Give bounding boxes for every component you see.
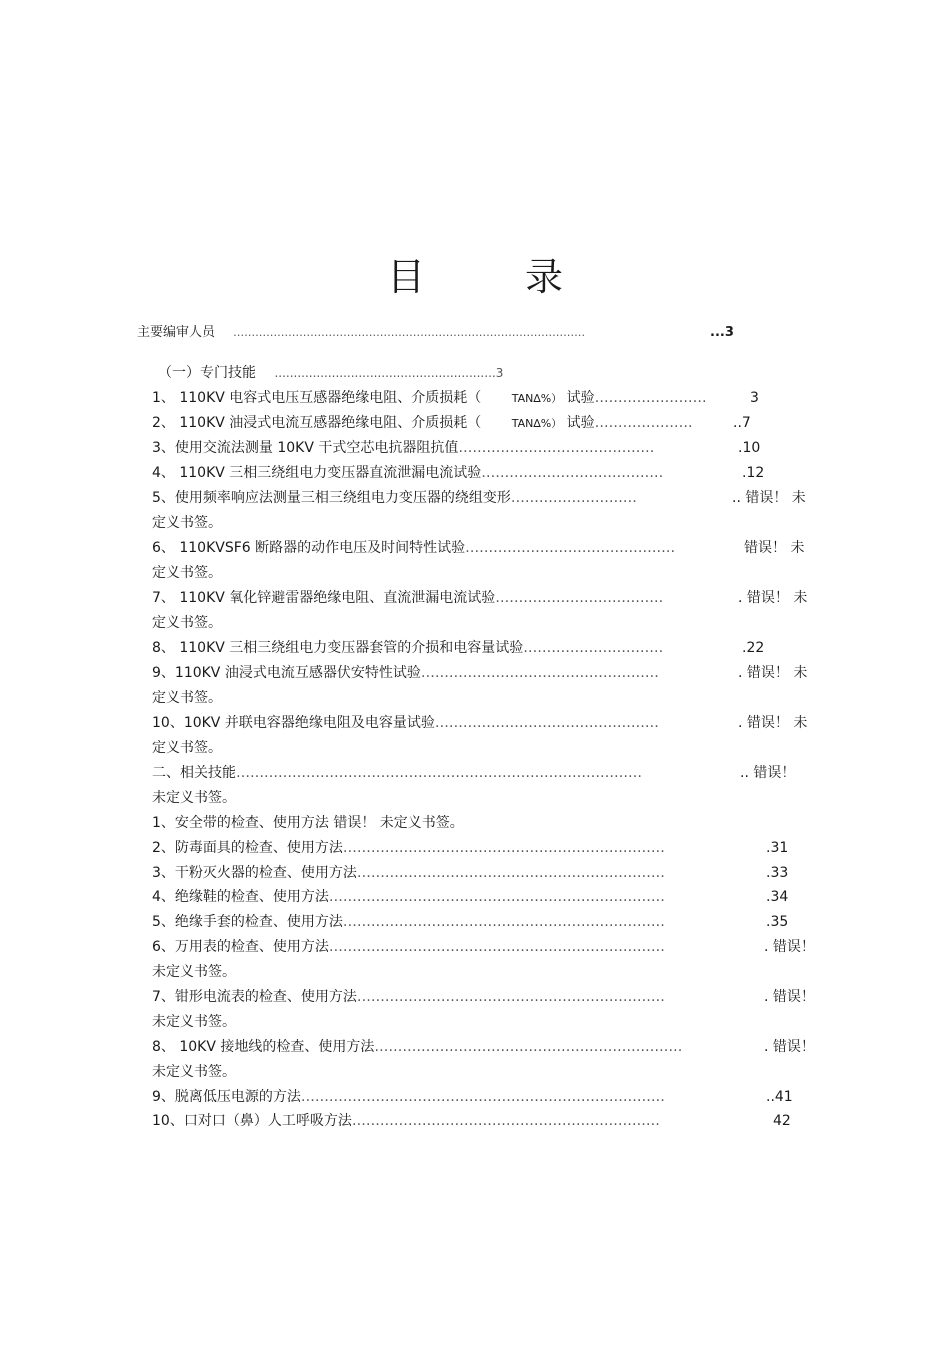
toc-entry[interactable] bbox=[152, 439, 654, 457]
toc-label: 主要编审人员 bbox=[137, 325, 216, 340]
toc-entry-continuation: 定义书签。 bbox=[152, 740, 222, 756]
toc-label: 4、绝缘鞋的检查、使用方法 bbox=[152, 889, 329, 905]
toc-entry[interactable] bbox=[152, 464, 663, 482]
toc-section-header[interactable] bbox=[158, 364, 503, 382]
toc-leader-dots: …………………………………………………………… bbox=[342, 840, 665, 856]
toc-entry[interactable] bbox=[152, 664, 659, 682]
toc-label: 4、 110KV 三相三绕组电力变压器直流泄漏电流试验 bbox=[152, 465, 482, 481]
toc-leader-dots: ……………………… bbox=[510, 490, 637, 506]
toc-leader-dots: …………………………………………………………………………………… bbox=[233, 326, 586, 339]
toc-page: . 错误！ 未 bbox=[738, 665, 808, 681]
toc-label: 1、安全带的检查、使用方法 错误！ 未定义书签。 bbox=[152, 815, 464, 831]
toc-label: 3、干粉灭火器的检查、使用方法 bbox=[152, 865, 357, 881]
toc-entry[interactable] bbox=[152, 539, 675, 557]
toc-entry-editors[interactable] bbox=[137, 324, 585, 342]
toc-page: . 错误！ 未 bbox=[738, 715, 808, 731]
toc-label: 8、 110KV 三相三绕组电力变压器套管的介损和电容量试验 bbox=[152, 640, 524, 656]
toc-entry[interactable] bbox=[152, 1112, 660, 1130]
toc-leader-dots: ……………………………………………………………… bbox=[328, 889, 665, 905]
toc-label: 9、脱离低压电源的方法 bbox=[152, 1089, 301, 1105]
toc-entry[interactable] bbox=[152, 489, 637, 507]
toc-leader-dots: ………………………………………………………… bbox=[356, 989, 665, 1005]
toc-leader-dots: ………………………………… bbox=[481, 465, 664, 481]
toc-label: 5、使用频率响应法测量三相三绕组电力变压器的绕组变形 bbox=[152, 490, 511, 506]
toc-label: 7、钳形电流表的检查、使用方法 bbox=[152, 989, 357, 1005]
toc-leader-dots: …………………………………………………………………………… bbox=[236, 765, 642, 781]
toc-label: 9、110KV 油浸式电流互感器伏安特性试验 bbox=[152, 665, 421, 681]
toc-entry[interactable] bbox=[152, 1038, 682, 1056]
toc-entry[interactable] bbox=[152, 714, 659, 732]
toc-entry-continuation: 定义书签。 bbox=[152, 565, 222, 581]
toc-page: .10 bbox=[738, 440, 761, 456]
toc-entry[interactable] bbox=[152, 389, 707, 408]
toc-page: .. 错误！ bbox=[740, 765, 796, 781]
toc-entry-continuation: 定义书签。 bbox=[152, 515, 222, 531]
toc-entry-continuation: 未定义书签。 bbox=[152, 1064, 236, 1080]
toc-leader-dots: …………………………………………………………… bbox=[342, 914, 665, 930]
toc-label: 6、万用表的检查、使用方法 bbox=[152, 939, 329, 955]
toc-entry-continuation: 未定义书签。 bbox=[152, 964, 236, 980]
toc-entry[interactable] bbox=[152, 988, 665, 1006]
toc-leader-dots: ……………………………………… bbox=[465, 540, 676, 556]
toc-entry[interactable] bbox=[152, 639, 663, 657]
toc-page: 42 bbox=[773, 1113, 791, 1129]
toc-page: . 错误！ bbox=[764, 1039, 815, 1055]
toc-label: 10、口对口（鼻）人工呼吸方法 bbox=[152, 1113, 352, 1129]
toc-page: 错误！ 未 bbox=[744, 540, 805, 556]
toc-label-formula: TAN∆%） bbox=[511, 417, 563, 430]
toc-entry[interactable] bbox=[152, 839, 665, 857]
toc-label: 6、 110KVSF6 断路器的动作电压及时间特性试验 bbox=[152, 540, 466, 556]
toc-page: 3 bbox=[750, 390, 759, 406]
toc-entry-continuation: 定义书签。 bbox=[152, 615, 222, 631]
toc-leader-dots: ………………………………………………………… bbox=[374, 1039, 683, 1055]
toc-entry[interactable] bbox=[152, 589, 663, 607]
toc-entry[interactable] bbox=[152, 938, 665, 956]
toc-entry[interactable] bbox=[152, 888, 665, 906]
toc-label: 2、防毒面具的检查、使用方法 bbox=[152, 840, 343, 856]
toc-leader-dots: ………………………………………………………… bbox=[356, 865, 665, 881]
toc-page: . 错误！ 未 bbox=[738, 590, 808, 606]
toc-leader-dots: ………………………… bbox=[523, 640, 664, 656]
toc-page: ..7 bbox=[733, 415, 751, 431]
toc-entry[interactable] bbox=[152, 1088, 665, 1106]
toc-leader-dots: ..........................................................3 bbox=[274, 366, 504, 380]
toc-label: 1、 110KV 电容式电压互感器绝缘电阻、介质损耗（ bbox=[152, 390, 482, 406]
toc-page: . 错误！ bbox=[764, 939, 815, 955]
toc-leader-dots: ………………… bbox=[594, 415, 693, 431]
toc-page: .22 bbox=[742, 640, 765, 656]
toc-page: ..41 bbox=[766, 1089, 793, 1105]
toc-label: 2、 110KV 油浸式电流互感器绝缘电阻、介质损耗（ bbox=[152, 415, 482, 431]
toc-leader-dots: …………………………………………………………………… bbox=[300, 1089, 665, 1105]
toc-entry[interactable] bbox=[152, 913, 665, 931]
toc-page: .31 bbox=[766, 840, 789, 856]
toc-label-suffix: 试验 bbox=[562, 390, 595, 406]
toc-leader-dots: ………………………………………………………… bbox=[351, 1113, 660, 1129]
toc-leader-dots: ……………………………………………………………… bbox=[328, 939, 665, 955]
toc-page: .35 bbox=[766, 914, 789, 930]
toc-label-suffix: 试验 bbox=[562, 415, 595, 431]
toc-entry-continuation: 未定义书签。 bbox=[152, 1014, 236, 1030]
toc-label: 5、绝缘手套的检查、使用方法 bbox=[152, 914, 343, 930]
toc-label: 7、 110KV 氧化锌避雷器绝缘电阻、直流泄漏电流试验 bbox=[152, 590, 496, 606]
toc-section-header[interactable] bbox=[152, 764, 642, 782]
toc-page: . 错误！ bbox=[764, 989, 815, 1005]
toc-page: ...3 bbox=[710, 325, 734, 340]
toc-entry-continuation: 未定义书签。 bbox=[152, 790, 236, 806]
toc-label: 3、使用交流法测量 10KV 干式空芯电抗器阻抗值 bbox=[152, 440, 459, 456]
toc-entry-continuation: 定义书签。 bbox=[152, 690, 222, 706]
toc-entry[interactable] bbox=[152, 414, 693, 433]
toc-leader-dots: …………………………………… bbox=[458, 440, 655, 456]
toc-page: .. 错误！ 未 bbox=[732, 490, 806, 506]
toc-label: 二、相关技能 bbox=[152, 765, 236, 781]
page-title: 目 录 bbox=[386, 255, 608, 299]
toc-page: .12 bbox=[742, 465, 765, 481]
toc-page: .33 bbox=[766, 865, 789, 881]
toc-entry[interactable] bbox=[152, 864, 665, 882]
toc-label: 8、 10KV 接地线的检查、使用方法 bbox=[152, 1039, 375, 1055]
toc-entry[interactable] bbox=[152, 814, 464, 832]
toc-label: 10、10KV 并联电容器绝缘电阻及电容量试验 bbox=[152, 715, 435, 731]
toc-leader-dots: ……………………………… bbox=[495, 590, 664, 606]
toc-leader-dots: …………………………………………… bbox=[420, 665, 659, 681]
toc-leader-dots: …………………… bbox=[594, 390, 707, 406]
toc-label-formula: TAN∆%） bbox=[511, 392, 563, 405]
toc-leader-dots: ………………………………………… bbox=[434, 715, 659, 731]
toc-page: .34 bbox=[766, 889, 789, 905]
toc-label: （一）专门技能 bbox=[158, 365, 256, 381]
